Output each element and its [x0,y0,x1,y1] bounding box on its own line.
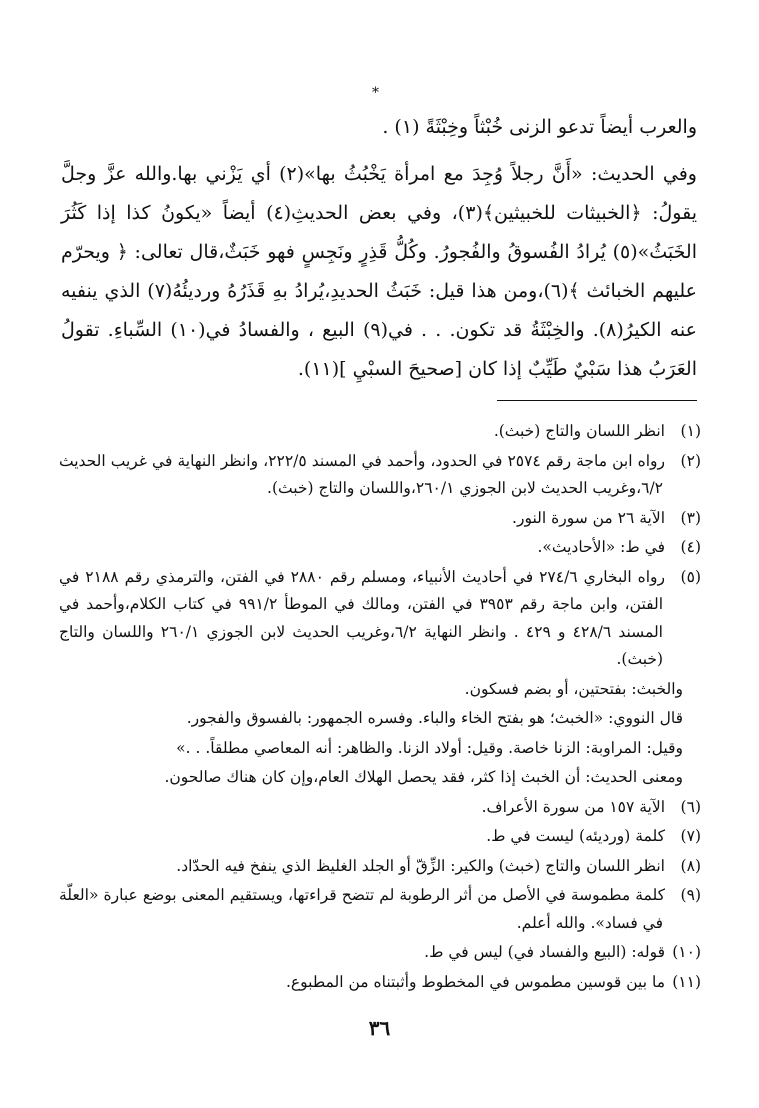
footnote-number: (٩) [680,886,701,904]
footnote-number: (١١) [672,972,701,991]
footnote-7 [59,823,701,851]
footnote-9 [59,882,701,937]
footnote-2 [59,448,701,503]
footnote-text: انظر اللسان والتاج (خبث). [493,422,665,440]
footnote-text: الآية ٢٦ من سورة النور. [512,508,665,527]
footnote-text: في ط: «الأحاديث». [537,538,665,556]
footnote-5-note-1: والخبث: بفتحتين، أو بضم فسكون. [464,679,683,698]
footnote-1 [59,418,701,446]
footnote-number: (١) [680,422,701,440]
footnote-5 [59,564,701,674]
footnote-text: كلمة (ورديئه) ليست في ط. [486,827,665,845]
footnote-number: (٣) [680,508,701,527]
footnote-number: (٦) [680,797,701,816]
page-number: ٣٦ [368,1016,391,1040]
footnote-number: (٢) [680,451,701,470]
footnote-4 [59,534,701,562]
footnote-8 [59,853,701,881]
footnotes-section [59,418,701,998]
footnote-10 [59,939,701,967]
footnote-text: قوله: (البيع والفساد في) ليس في ط. [424,943,665,961]
footnote-text: انظر اللسان والتاج (خبث) والكير: الزِّقّ أو الجلد الغليظ الذي ينفخ فيه الحدّاد. [176,856,665,875]
footnote-5-note-4: ومعنى الحديث: أن الخبث إذا كثر، فقد يحصل الهلاك العام،وإن كان هناك صالحون. [164,768,683,786]
footnote-text: الآية ١٥٧ من سورة الأعراف. [481,797,665,816]
main-paragraph-2: وفي الحديث: «أَنَّ رجلاً وُجِدَ مع امرأة يَخْبُثُ بها»(٢) أي يَزْني بها.والله عزَّ وجلَّ يقولُ: ﴿الخبيثات للخبيثين﴾(٣)، وفي بعض الحديثِ(٤) أيضاً «يكونُ كذا إذا كَثُرَ الخَبَثُ»(٥) يُرادُ الفُسوقُ والفُجورُ. وكُلُّ قَذِرٍ ونَجِسٍ فهو خَبَثٌ،قال تعالى: ﴿ ويحرّم عليهم الخبائث ﴾(٦)،ومن هذا قيل: خَبَثُ الحديدِ،يُرادُ بهِ قَذَرُهُ ورديئُهُ(٧) الذي ينفيه عنه الكيرُ(٨). والخِبْثَةُ قد تكون. . . في(٩) البيع ، والفسادُ في(١٠) السِّباءِ. تقولُ العَرَبُ هذا سَبْيٌ طَيِّبٌ إذا كان [صحيحَ السبْيِ ](١١). [61,163,697,380]
footnote-text: رواه ابن ماجة رقم ٢٥٧٤ في الحدود، وأحمد في المسند ٢٢٢/٥، وانظر النهاية في غريب الحديث ٦/٢،وغريب الحديث لابن الجوزي ٢٦٠/١،واللسان والتاج (خبث). [59,451,665,497]
footnote-number: (١٠) [672,943,701,961]
footnote-number: (٥) [680,567,701,586]
main-paragraph-1: والعرب أيضاً تدعو الزنى خُبْثاً وخِبْثَةً (١) . [382,116,697,138]
footnote-text: كلمة مطموسة في الأصل من أثر الرطوبة لم تتضح قراءتها، ويستقيم المعنى بوضع عبارة «العلّة في فساد». والله أعلم. [59,886,665,932]
footnote-11 [59,969,701,997]
footnote-number: (٤) [680,538,701,556]
footnote-text: ما بين قوسين مطموس في المخطوط وأثبتناه من المطبوع. [285,972,665,991]
footnote-3 [59,505,701,533]
footnote-number: (٨) [680,856,701,875]
footnote-divider [497,400,697,401]
top-ornament-mark: * [372,85,379,101]
footnote-text: رواه البخاري ٢٧٤/٦ في أحاديث الأنبياء، ومسلم رقم ٢٨٨٠ في الفتن، والترمذي رقم ٢١٨٨ في الفتن، وابن ماجة رقم ٣٩٥٣ في الفتن، ومالك في الموطأ ٩٩١/٢ في كتاب الكلام،وأحمد في المسند ٤٢٨/٦ و ٤٢٩ . وانظر النهاية ٦/٢،وغريب الحديث لابن الجوزي ٢٦٠/١ واللسان والتاج (خبث). [59,567,665,668]
footnote-6 [59,794,701,822]
footnote-5-note-2: قال النووي: «الخبث؛ هو بفتح الخاء والباء. وفسره الجمهور: بالفسوق والفجور. [186,709,683,727]
main-text-body [61,108,697,389]
footnote-number: (٧) [680,827,701,845]
footnote-5-note-3: وقيل: المراوبة: الزنا خاصة. وقيل: أولاد الزنا. والظاهر: أنه المعاصي مطلقاً. . .» [176,738,683,757]
